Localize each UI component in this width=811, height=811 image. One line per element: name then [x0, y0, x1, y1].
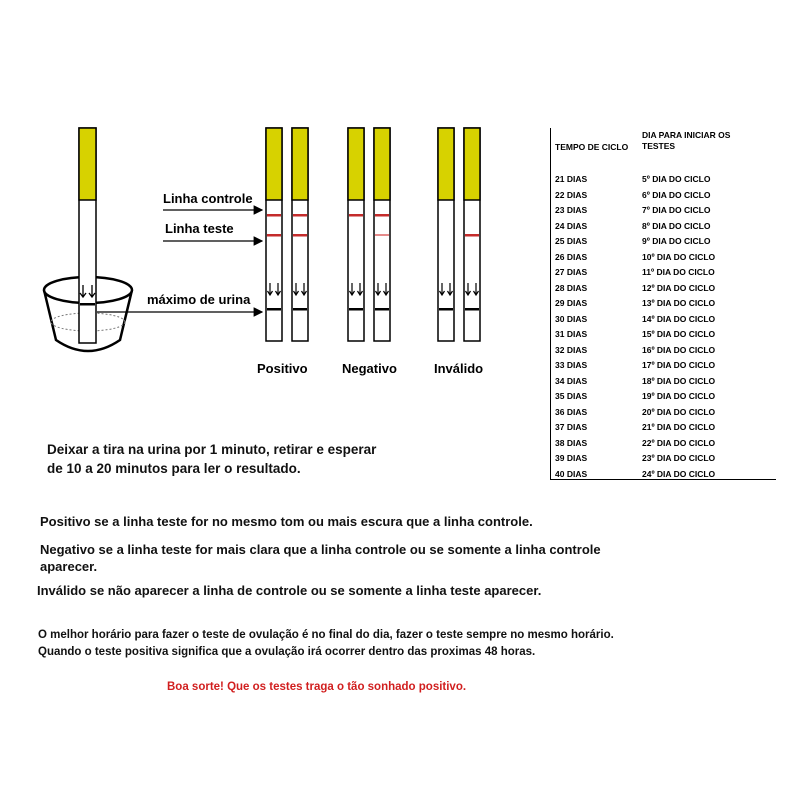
- table-header-start-day: DIA PARA INICIAR OS TESTES: [642, 130, 731, 151]
- label-max-urine: máximo de urina: [147, 292, 251, 307]
- cycle-length-cell: 40 DIAS: [555, 468, 588, 479]
- invalid-rule: Inválido se não aparecer a linha de controle ou se somente a linha teste aparecer.: [37, 583, 542, 598]
- start-day-cell: 19º DIA DO CICLO: [642, 391, 716, 401]
- tip-paragraph: [38, 627, 614, 661]
- cycle-length-cell: 33 DIAS: [555, 360, 588, 370]
- start-day-cell: 6º DIA DO CICLO: [642, 189, 711, 200]
- start-day-cell: 24º DIA DO CICLO: [642, 468, 716, 479]
- tip-line-1: O melhor horário para fazer o teste de ovulação é no final do dia, fazer o teste sempre no mesmo horário.: [38, 629, 614, 641]
- start-day-cell: 11º DIA DO CICLO: [642, 267, 715, 277]
- strip-negative-1: [348, 128, 364, 341]
- label-test-line: Linha teste: [165, 221, 234, 236]
- table-row: [551, 327, 776, 343]
- start-day-cell: 18º DIA DO CICLO: [642, 375, 716, 386]
- table-row: [551, 296, 776, 312]
- strip-in-cup: [79, 128, 96, 343]
- start-day-cell: 17º DIA DO CICLO: [642, 360, 716, 370]
- table-row: [551, 451, 776, 467]
- table-row: [551, 436, 776, 452]
- cycle-length-cell: 26 DIAS: [555, 251, 588, 262]
- positive-rule: Positivo se a linha teste for no mesmo tom ou mais escura que a linha controle.: [40, 514, 533, 529]
- strip-negative-2: [374, 128, 390, 341]
- cycle-length-cell: 31 DIAS: [555, 329, 588, 339]
- cycle-length-cell: 37 DIAS: [555, 422, 588, 432]
- start-day-cell: 10º DIA DO CICLO: [642, 251, 716, 262]
- negative-rule: [40, 541, 601, 575]
- table-row: [551, 343, 776, 359]
- table-row: [551, 467, 776, 483]
- table-row: [551, 234, 776, 250]
- cycle-length-cell: 39 DIAS: [555, 453, 588, 463]
- table-row: [551, 358, 776, 374]
- cycle-length-cell: 23 DIAS: [555, 205, 588, 215]
- start-day-cell: 15º DIA DO CICLO: [642, 329, 716, 339]
- cycle-length-cell: 28 DIAS: [555, 282, 588, 293]
- tip-line-2: Quando o teste positiva significa que a ovulação irá ocorrer dentro das proximas 48 horas.: [38, 646, 536, 658]
- table-row: [551, 265, 776, 281]
- start-day-cell: 7º DIA DO CICLO: [642, 205, 711, 215]
- cycle-length-cell: 21 DIAS: [555, 174, 588, 184]
- strip-invalid-1: [438, 128, 454, 341]
- table-row: [551, 219, 776, 235]
- wait-line-2: de 10 a 20 minutos para ler o resultado.: [47, 461, 301, 476]
- cycle-length-cell: 34 DIAS: [555, 375, 588, 386]
- start-day-cell: 21º DIA DO CICLO: [642, 422, 716, 432]
- test-strip-diagram: [0, 0, 540, 400]
- label-control-line: Linha controle: [163, 191, 253, 206]
- cycle-table: [550, 128, 776, 480]
- strip-positive-2: [292, 128, 308, 341]
- label-positive: Positivo: [257, 361, 308, 376]
- cycle-length-cell: 22 DIAS: [555, 189, 588, 200]
- table-row: [551, 405, 776, 421]
- wait-instructions: [47, 440, 376, 478]
- label-invalid: Inválido: [434, 361, 484, 376]
- wait-line-1: Deixar a tira na urina por 1 minuto, retirar e esperar: [47, 442, 377, 457]
- label-negative: Negativo: [342, 361, 397, 376]
- cycle-length-cell: 38 DIAS: [555, 437, 588, 448]
- table-row: [551, 312, 776, 328]
- table-row: [551, 188, 776, 204]
- negative-rule-line-1: Negativo se a linha teste for mais clara que a linha controle ou se somente a linha controle: [40, 542, 601, 557]
- cycle-length-cell: 36 DIAS: [555, 406, 588, 417]
- start-day-cell: 20º DIA DO CICLO: [642, 406, 716, 417]
- good-luck-message: Boa sorte! Que os testes traga o tão sonhado positivo.: [167, 681, 467, 693]
- start-day-cell: 22º DIA DO CICLO: [642, 437, 716, 448]
- table-row: [551, 172, 776, 188]
- start-day-cell: 16º DIA DO CICLO: [642, 344, 716, 355]
- table-row: [551, 420, 776, 436]
- table-row: [551, 281, 776, 297]
- table-row: [551, 250, 776, 266]
- table-row: [551, 203, 776, 219]
- start-day-cell: 13º DIA DO CICLO: [642, 298, 716, 308]
- cycle-length-cell: 24 DIAS: [555, 220, 588, 231]
- start-day-cell: 5º DIA DO CICLO: [642, 174, 711, 184]
- cycle-length-cell: 32 DIAS: [555, 344, 588, 355]
- strip-invalid-2: [464, 128, 480, 341]
- start-day-cell: 9º DIA DO CICLO: [642, 236, 711, 246]
- start-day-cell: 14º DIA DO CICLO: [642, 313, 716, 324]
- negative-rule-line-2: aparecer.: [40, 559, 98, 574]
- cycle-length-cell: 29 DIAS: [555, 298, 588, 308]
- start-day-cell: 12º DIA DO CICLO: [642, 282, 716, 293]
- cycle-length-cell: 35 DIAS: [555, 391, 588, 401]
- cycle-length-cell: 30 DIAS: [555, 313, 588, 324]
- cycle-length-cell: 27 DIAS: [555, 267, 588, 277]
- cycle-length-cell: 25 DIAS: [555, 236, 588, 246]
- start-day-cell: 8º DIA DO CICLO: [642, 220, 711, 231]
- table-row: [551, 389, 776, 405]
- strip-positive-1: [266, 128, 282, 341]
- start-day-cell: 23º DIA DO CICLO: [642, 453, 716, 463]
- table-header-cycle: TEMPO DE CICLO: [555, 142, 629, 152]
- table-row: [551, 374, 776, 390]
